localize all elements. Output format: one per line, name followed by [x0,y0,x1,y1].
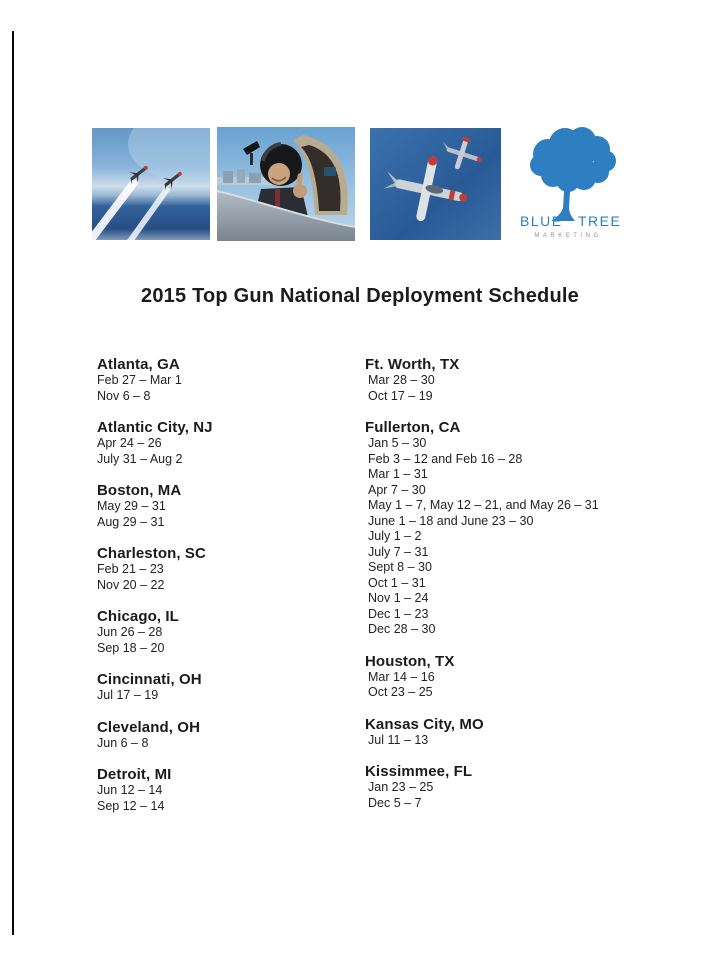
city-schedule-group [365,763,627,811]
formation-planes-photo [370,128,501,240]
city-schedule-group [97,766,359,814]
date-range: Sept 8 – 30 [368,560,432,574]
date-range: Jul 17 – 19 [97,688,159,702]
city-schedule-group [97,545,359,593]
pilot-cockpit-photo [217,127,355,241]
city-schedule-group [97,419,359,467]
jets-contrails-icon [92,128,210,240]
date-range: Dec 1 – 23 [368,606,429,621]
date-range: Nov 1 – 24 [368,591,429,605]
city-schedule-group [365,419,627,638]
date-range: Dec 5 – 7 [368,795,422,810]
date-range: Sep 12 – 14 [97,798,165,813]
date-range: Apr 7 – 30 [368,482,426,497]
page-title: 2015 Top Gun National Deployment Schedule [141,285,579,307]
logo-word-blue: BLUE [520,213,563,229]
date-range: July 31 – Aug 2 [97,451,183,466]
city-name: Houston, TX [365,652,455,670]
date-range: Oct 23 – 25 [368,685,433,699]
city-name: Atlantic City, NJ [97,419,213,436]
schedule-column-left [97,356,359,829]
date-range: Oct 1 – 31 [368,575,426,590]
city-name: Cincinnati, OH [97,671,202,688]
date-range: July 7 – 31 [368,544,429,559]
jets-contrails-photo [92,128,210,240]
date-range: Jul 11 – 13 [368,732,429,747]
date-range: Oct 17 – 19 [368,388,433,403]
date-range: Jun 12 – 14 [97,783,163,797]
date-range: May 1 – 7, May 12 – 21, and May 26 – 31 [368,498,599,512]
date-range: June 1 – 18 and June 23 – 30 [368,513,534,528]
page-left-border-line [12,31,14,935]
city-name: Chicago, IL [97,608,179,625]
date-range: Dec 28 – 30 [368,622,436,636]
city-name: Kansas City, MO [365,715,484,733]
city-schedule-group [365,653,627,701]
date-range: July 1 – 2 [368,529,422,543]
city-schedule-group [97,671,359,704]
date-range: Apr 24 – 26 [97,436,162,450]
pilot-cockpit-icon [217,127,355,241]
city-name: Atlanta, GA [97,356,180,373]
date-range: Sep 18 – 20 [97,640,165,655]
city-schedule-group [97,608,359,656]
date-range: Mar 14 – 16 [368,669,435,684]
date-range: Aug 29 – 31 [97,514,165,529]
date-range: Jan 23 – 25 [368,780,434,794]
date-range: Mar 1 – 31 [368,467,428,481]
city-name: Kissimmee, FL [365,763,473,780]
city-name: Charleston, SC [97,545,206,562]
date-range: May 29 – 31 [97,499,166,513]
date-range: Feb 27 – Mar 1 [97,373,182,387]
blue-tree-icon [508,124,627,245]
date-range: Jun 6 – 8 [97,735,149,750]
city-schedule-group [97,356,359,404]
date-range: Jun 26 – 28 [97,625,163,639]
date-range: Nov 6 – 8 [97,388,151,403]
blue-tree-marketing-logo [508,124,627,245]
date-range: Mar 28 – 30 [368,373,435,387]
city-name: Detroit, MI [97,766,172,783]
city-schedule-group [365,716,627,749]
city-schedule-group [97,482,359,530]
schedule-column-right [365,356,627,826]
city-schedule-group [97,719,359,752]
city-name: Boston, MA [97,482,182,499]
formation-planes-icon [370,128,501,240]
date-range: Feb 21 – 23 [97,562,164,576]
date-range: Feb 3 – 12 and Feb 16 – 28 [368,451,523,466]
date-range: Jan 5 – 30 [368,436,427,450]
city-schedule-group [365,356,627,404]
logo-word-tree: TREE [578,213,622,229]
city-name: Cleveland, OH [97,718,200,736]
date-range: Nov 20 – 22 [97,577,165,592]
city-name: Fullerton, CA [365,419,461,436]
city-name: Ft. Worth, TX [365,356,460,373]
logo-subtitle: MARKETING [534,233,602,239]
